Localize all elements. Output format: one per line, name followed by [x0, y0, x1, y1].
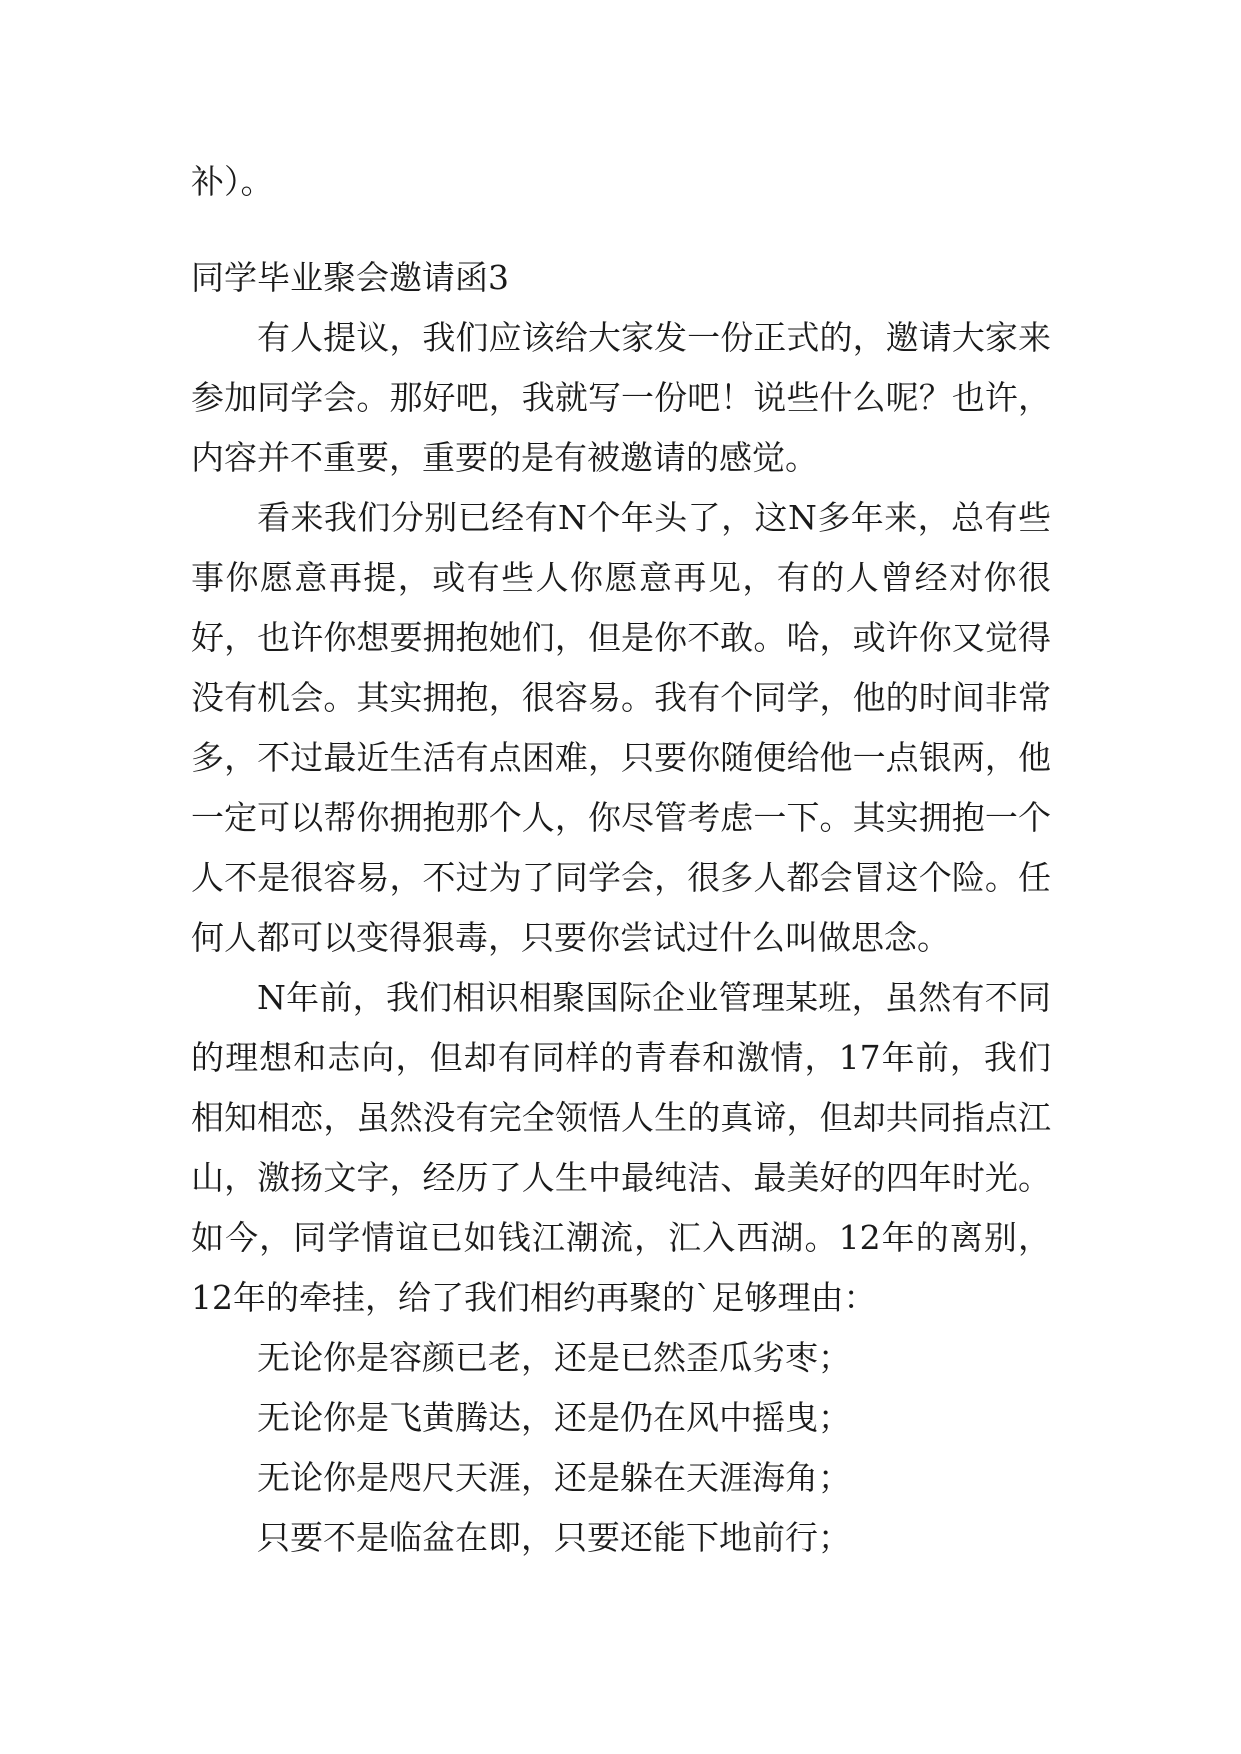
verse-line-3: 无论你是咫尺天涯，还是躲在天涯海角； [257, 1458, 851, 1497]
paragraph-memories: N年前，我们相识相聚国际企业管理某班，虽然有不同的理想和志向，但却有同样的青春和激情，17年前，我们相知相恋，虽然没有完全领悟人生的真谛，但却共同指点江山，激扬文字，经历了人生中最纯洁、最美好的四年时光。如今，同学情谊已如钱江潮流，汇入西湖。12年的离别，12年的牵挂，给了我们相约再聚的`足够理由： [191, 978, 1051, 1317]
verse-line-1: 无论你是容颜已老，还是已然歪瓜劣枣； [257, 1338, 851, 1377]
section-heading: 同学毕业聚会邀请函3 [191, 258, 509, 297]
paragraph-embrace: 看来我们分别已经有N个年头了，这N多年来，总有些事你愿意再提，或有些人你愿意再见，有的人曾经对你很好，也许你想要拥抱她们，但是你不敢。哈，或许你又觉得没有机会。其实拥抱，很容易。我有个同学，他的时间非常多，不过最近生活有点困难，只要你随便给他一点银两，他一定可以帮你拥抱那个人，你尽管考虑一下。其实拥抱一个人不是很容易，不过为了同学会，很多人都会冒这个险。任何人都可以变得狠毒，只要你尝试过什么叫做思念。 [191, 498, 1051, 957]
verse-line-4: 只要不是临盆在即，只要还能下地前行； [257, 1518, 851, 1557]
paragraph-intro: 有人提议，我们应该给大家发一份正式的，邀请大家来参加同学会。那好吧，我就写一份吧！说些什么呢？也许，内容并不重要，重要的是有被邀请的感觉。 [191, 318, 1051, 477]
continued-text-fragment: 补）。 [191, 162, 274, 201]
document-body [191, 152, 1051, 1568]
verse-line-2: 无论你是飞黄腾达，还是仍在风中摇曳； [257, 1398, 851, 1437]
